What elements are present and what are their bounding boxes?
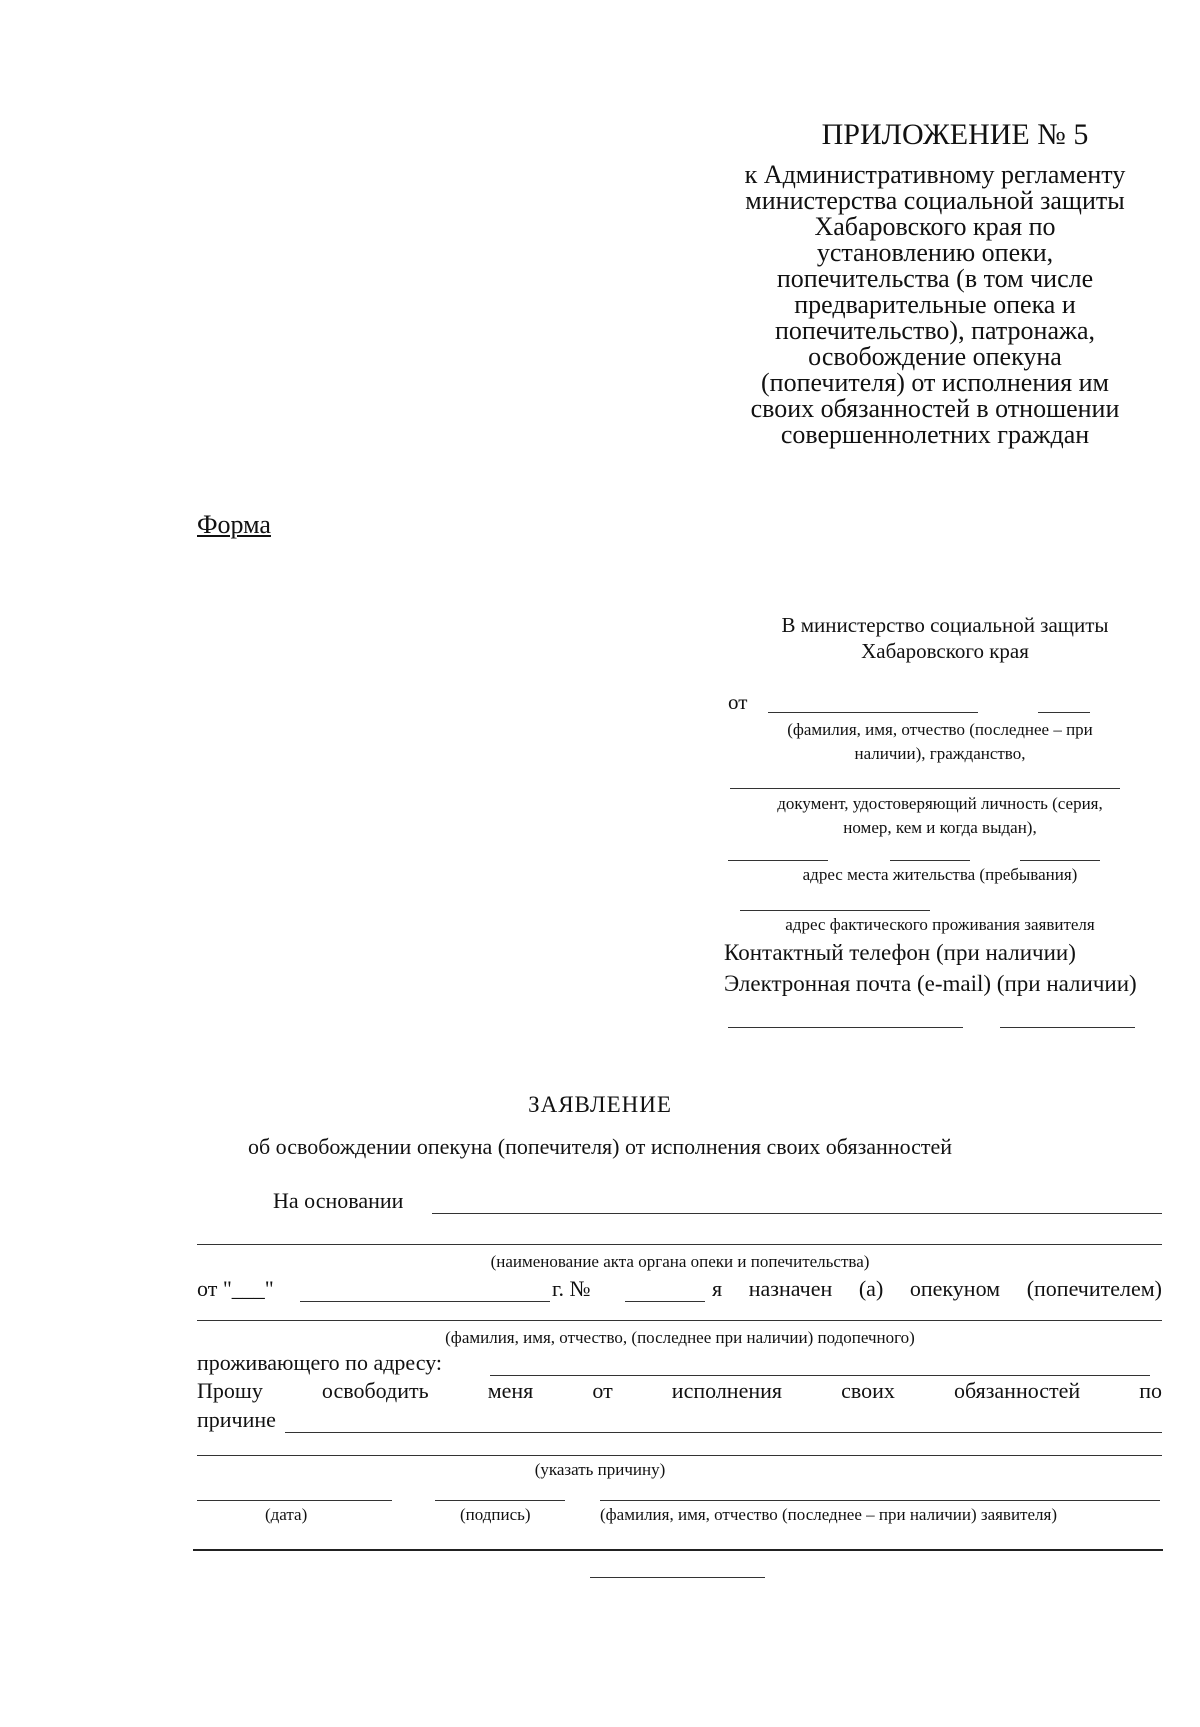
request-word: исполнения <box>671 1378 783 1403</box>
appendix-subtitle-line: установлению опеки, <box>816 238 1054 267</box>
appendix-title: ПРИЛОЖЕНИЕ № 5 <box>821 118 1089 151</box>
bottom-rule <box>193 1549 1163 1551</box>
contact-email-label: Электронная почта (e-mail) (при наличии) <box>724 971 1137 996</box>
hint-line: документ, удостоверяющий личность (серия, <box>777 794 1103 813</box>
request-word: освободить <box>321 1378 429 1403</box>
contact-field[interactable] <box>728 1027 963 1028</box>
appointed-text: я назначен (а) опекуном (попечителем) <box>712 1276 1162 1301</box>
appendix-subtitle-line: (попечителя) от исполнения им <box>761 368 1109 397</box>
appendix-subtitle-line: своих обязанностей в отношении <box>750 394 1120 423</box>
basis-label: На основании <box>273 1188 404 1213</box>
hint-signature: (подпись) <box>460 1505 531 1524</box>
reason-label: причине <box>197 1407 276 1432</box>
from-label: от <box>728 690 748 714</box>
residence-address-field[interactable] <box>740 910 930 911</box>
hint-residence-address: адрес места жительства (пребывания) <box>802 865 1078 884</box>
ward-name-field[interactable] <box>197 1320 1162 1321</box>
hint-ward-name: (фамилия, имя, отчество, (последнее при наличии) подопечного) <box>445 1328 915 1347</box>
request-word: обязанностей <box>953 1378 1081 1403</box>
end-separator <box>590 1577 765 1578</box>
hint-identity-document <box>730 792 1150 840</box>
request-word: Прошу <box>197 1378 263 1403</box>
applicant-name-signature-field[interactable] <box>600 1500 1160 1501</box>
statement-title: ЗАЯВЛЕНИЕ <box>528 1092 672 1117</box>
appendix-subtitle-line: Хабаровского края по <box>814 212 1056 241</box>
request-word: по <box>1139 1378 1163 1403</box>
identity-document-field-part[interactable] <box>890 860 970 861</box>
appendix-subtitle-line: к Административному регламенту <box>744 160 1126 189</box>
ward-address-label: проживающего по адресу: <box>197 1350 443 1375</box>
request-line <box>197 1378 1162 1404</box>
hint-date: (дата) <box>265 1505 308 1524</box>
act-date-prefix: от "___" <box>197 1276 274 1301</box>
reason-field-continued[interactable] <box>197 1455 1162 1456</box>
contact-phone-label: Контактный телефон (при наличии) <box>724 940 1076 965</box>
hint-guardianship-act: (наименование акта органа опеки и попечительства) <box>490 1252 870 1271</box>
contact-field-extra[interactable] <box>1000 1027 1135 1028</box>
act-date-field[interactable] <box>300 1301 550 1302</box>
hint-line: (фамилия, имя, отчество (последнее – при <box>787 720 1093 739</box>
appendix-subtitle-line: совершеннолетних граждан <box>780 420 1090 449</box>
basis-field-continued[interactable] <box>197 1244 1162 1245</box>
appendix-subtitle-line: министерства социальной защиты <box>745 186 1125 215</box>
request-word: меня <box>487 1378 534 1403</box>
appendix-subtitle-line: освобождение опекуна <box>808 342 1062 371</box>
addressee-block <box>730 612 1160 664</box>
appendix-subtitle <box>700 162 1170 448</box>
appendix-subtitle-line: попечительства (в том числе <box>776 264 1094 293</box>
hint-line: наличии), гражданство, <box>854 744 1026 763</box>
statement-subtitle: об освобождении опекуна (попечителя) от исполнения своих обязанностей <box>247 1134 953 1159</box>
basis-field[interactable] <box>432 1213 1162 1214</box>
signature-field[interactable] <box>435 1500 565 1501</box>
date-field[interactable] <box>197 1500 392 1501</box>
addressee-line: Хабаровского края <box>861 639 1029 663</box>
hint-applicant-name <box>740 718 1140 766</box>
ward-address-field[interactable] <box>490 1375 1150 1376</box>
act-number-field[interactable] <box>625 1301 705 1302</box>
applicant-citizenship-field[interactable] <box>730 788 1120 789</box>
reason-field[interactable] <box>285 1432 1162 1433</box>
addressee-line: В министерство социальной защиты <box>781 613 1109 637</box>
hint-applicant-full-name: (фамилия, имя, отчество (последнее – при наличии) заявителя) <box>600 1505 1057 1524</box>
appendix-subtitle-line: предварительные опека и <box>794 290 1076 319</box>
applicant-name-field[interactable] <box>768 712 978 713</box>
act-number-label: г. № <box>552 1276 591 1301</box>
identity-document-field[interactable] <box>728 860 828 861</box>
identity-document-field-part[interactable] <box>1020 860 1100 861</box>
appendix-subtitle-line: попечительство), патронажа, <box>774 316 1096 345</box>
hint-line: номер, кем и когда выдан), <box>843 818 1037 837</box>
hint-reason: (указать причину) <box>534 1460 666 1479</box>
hint-actual-address: адрес фактического проживания заявителя <box>785 915 1095 934</box>
applicant-name-field-extra[interactable] <box>1038 712 1090 713</box>
request-word: от <box>592 1378 613 1403</box>
request-word: своих <box>841 1378 895 1403</box>
form-label: Форма <box>197 510 271 539</box>
